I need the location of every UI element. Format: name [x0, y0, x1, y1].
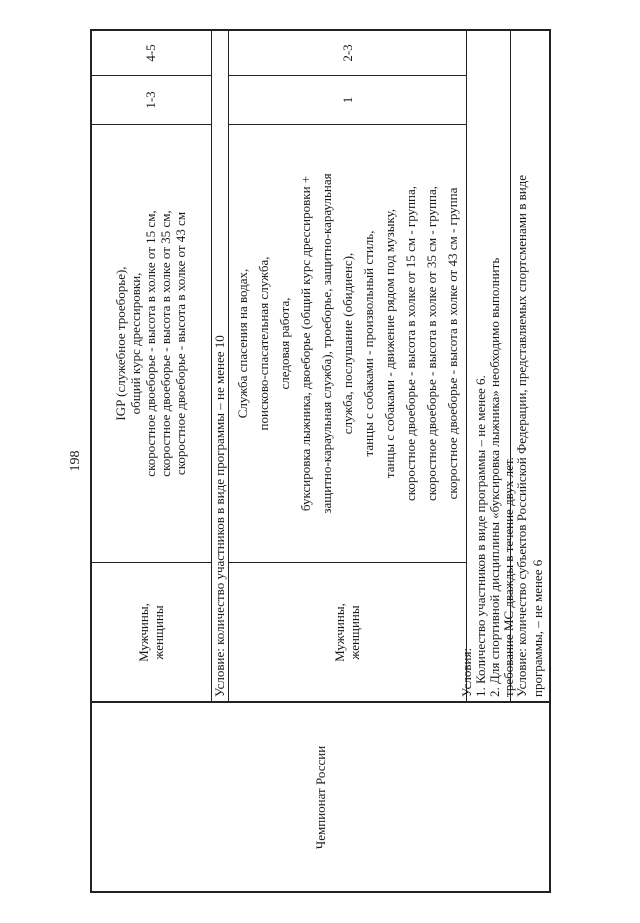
row2-gender-cell: [228, 563, 466, 702]
row2-discipline: поисково-спасательная служба,: [255, 256, 271, 431]
condition1-text: Условие: количество участников в виде программы – не менее 10: [212, 335, 227, 697]
row2-days: 2-3: [339, 44, 355, 62]
row1-discipline: скоростное двоеборье - высота в холке от 15 см,: [143, 210, 158, 477]
rotated-table: [90, 29, 550, 893]
conditions-line: Условия:: [459, 647, 474, 697]
row1-gender-line: женщины: [150, 605, 166, 660]
conditions-line: 2. Для спортивной дисциплины «буксировка лыжника» необходимо выполнить: [487, 257, 502, 697]
row2-discipline: Служба спасения на водах,: [234, 268, 250, 419]
row1-discipline: скоростное двоеборье - высота в холке от 43 см: [173, 211, 188, 476]
row2-discipline: танцы с собаками - движение рядом под музыку,: [381, 208, 397, 479]
row2-discipline: служба, послушание (обидиенс),: [339, 252, 355, 435]
row2-gender-line: женщины: [347, 605, 362, 660]
row2-discipline: скоростное двоеборье - высота в холке от 35 см - группа,: [423, 185, 439, 502]
row1-discipline: общий курс дрессировки,: [128, 272, 143, 415]
row2-discipline: танцы с собаками - произвольный стиль,: [360, 230, 376, 457]
condition1-cell: [211, 37, 228, 697]
row2-days-cell: [228, 31, 466, 75]
row2-age: 1: [339, 96, 355, 104]
row1-discipline: скоростное двоеборье - высота в холке от 35 см,: [158, 210, 173, 477]
conditions-line: 1. Количество участников в виде программы – не менее 6.: [473, 375, 488, 697]
row1-gender-line: Мужчины,: [135, 603, 151, 662]
page-number: 198: [68, 450, 83, 472]
row1-discipline: IGP (служебное троеборье),: [113, 266, 128, 421]
footer-condition-line: Условие: количество субъектов Российской Федерации, представляемых спортсменами в виде: [513, 174, 529, 697]
row2-age-cell: [228, 76, 466, 124]
footer-condition-line: программы, – не менее 6: [529, 559, 545, 697]
row2-discipline: защитно-караульная служба), троеборье, защитно-караульная: [318, 173, 334, 514]
row2-discipline: скоростное двоеборье - высота в холке от 15 см - группа,: [402, 185, 418, 502]
conditions-block: [459, 37, 516, 697]
row1-gender-cell: [90, 563, 211, 702]
footer-condition: [510, 37, 549, 697]
conditions-line: требование МС дважды в течение двух лет.: [501, 457, 516, 697]
row1-disciplines-cell: [90, 125, 211, 562]
competition-name: Чемпионат России: [312, 745, 328, 850]
row2-discipline: скоростное двоеборье - высота в холке от 43 см - группа: [444, 187, 460, 500]
row2-discipline: буксировка лыжника, двоеборье (общий курс дрессировки +: [297, 175, 313, 512]
row1-age: 1-3: [143, 91, 158, 109]
row2-gender-line: Мужчины,: [332, 603, 347, 662]
row1-age-cell: [90, 76, 211, 124]
competition-cell: [90, 703, 550, 892]
row1-days: 4-5: [143, 44, 158, 62]
row1-days-cell: [90, 31, 211, 75]
row2-discipline: следовая работа,: [276, 297, 292, 390]
row2-disciplines-cell: [228, 125, 466, 562]
